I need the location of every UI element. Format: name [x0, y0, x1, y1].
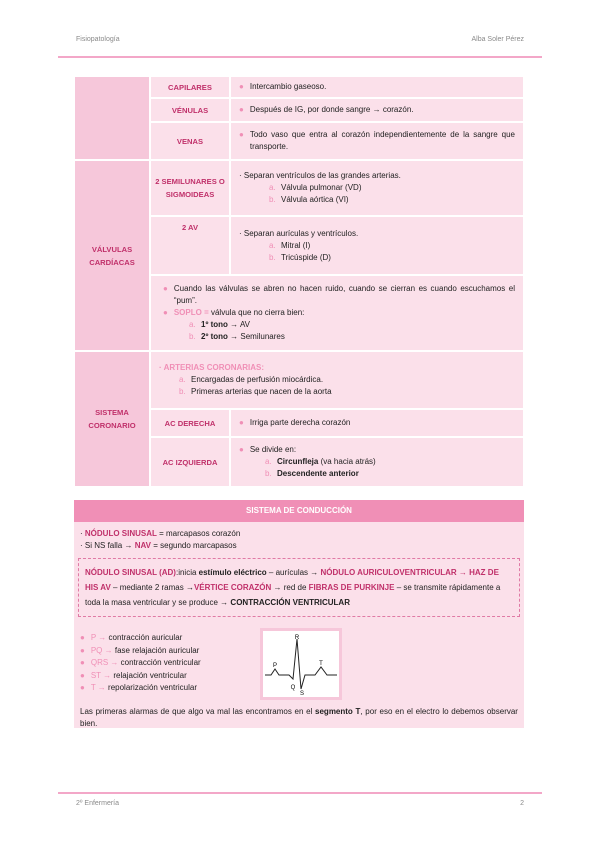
- list-item: ● P → contracción auricular: [80, 633, 183, 642]
- list-item: a. Mitral (I): [269, 240, 311, 250]
- semilunares-label: 2 SEMILUNARES O SIGMOIDEAS: [150, 160, 230, 216]
- av-label: 2 AV: [150, 216, 230, 275]
- footer-page-number: 2: [520, 800, 524, 807]
- acd-text: ● Irriga parte derecha corazón: [230, 409, 524, 437]
- venas-label: VENAS: [150, 122, 230, 160]
- list-item: b. Válvula aórtica (VI): [269, 195, 349, 204]
- valvulas-notes: ● Cuando las válvulas se abren no hacen ruido, cuando se cierran es cuando escuchamos el “pum”. ● SOPLO = válvula que no cierra bien: a. 1º tono → AV b. 2º tono → Semilunares: [150, 275, 524, 351]
- bullet-icon: ●: [163, 308, 168, 317]
- ecg-label-s: S: [299, 691, 305, 697]
- bullet-icon: ●: [239, 445, 244, 454]
- conduction-path-box: NÓDULO SINUSAL (AD):inicia estímulo eléctrico – aurículas → NÓDULO AURICULOVENTRICULAR → HAZ DE HIS AV – mediante 2 ramas →VÉRTICE CORAZÓN → red de FIBRAS DE PURKINJE – se transmite rápidamente a toda la masa ventricular y se produce → CONTRACCIÓN VENTRICULAR: [78, 558, 520, 617]
- conduccion-intro: · NÓDULO SINUSAL = marcapasos corazón · Si NS falla → NAV = segundo marcapasos: [80, 529, 241, 550]
- section-title: SISTEMA DE CONDUCCIÓN: [74, 500, 524, 522]
- venulas-text: ● Después de IG, por donde sangre → corazón.: [230, 98, 524, 122]
- bullet-icon: ●: [239, 130, 244, 139]
- footer-left: 2º Enfermería: [76, 800, 120, 807]
- list-item: ● PQ → fase relajación auricular: [80, 645, 200, 655]
- bullet-icon: ●: [163, 284, 168, 293]
- acd-label: AC DERECHA: [150, 409, 230, 437]
- semilunares-text: · Separan ventrículos de las grandes arterias. a. Válvula pulmonar (VD) b. Válvula aórtica (VI): [230, 160, 524, 216]
- aci-text: ● Se divide en: a. Circunfleja (va hacia atrás) b. Descendente anterior: [230, 437, 524, 487]
- bullet-icon: ●: [80, 670, 85, 680]
- bullet-icon: ●: [80, 633, 85, 642]
- vessels-header-cell: [74, 76, 150, 160]
- list-item: ● T → repolarización ventricular: [80, 683, 197, 692]
- bullet-icon: ●: [239, 105, 244, 114]
- conduccion-section: [74, 500, 524, 728]
- venulas-label: VÉNULAS: [150, 98, 230, 122]
- aci-label: AC IZQUIERDA: [150, 437, 230, 487]
- ecg-label-r: R: [294, 635, 300, 641]
- capilares-label: CAPILARES: [150, 76, 230, 98]
- bullet-icon: ●: [239, 418, 244, 427]
- header-left: Fisiopatología: [76, 36, 120, 43]
- ecg-label-q: Q: [290, 685, 296, 691]
- list-item: b. Descendente anterior: [265, 469, 359, 478]
- header-right: Alba Soler Pérez: [471, 36, 524, 43]
- header-rule: [58, 56, 542, 58]
- bullet-icon: ●: [80, 683, 85, 692]
- ecg-label-t: T: [319, 661, 323, 667]
- list-item: b. 2º tono → Semilunares: [189, 332, 285, 341]
- valvulas-label: VÁLVULAS CARDÍACAS: [74, 160, 150, 351]
- ecg-waves-list: [80, 632, 201, 695]
- list-item: a. Encargadas de perfusión miocárdica.: [179, 375, 324, 384]
- list-item: ● ST → relajación ventricular: [80, 670, 187, 680]
- ecg-label-p: P: [272, 663, 278, 669]
- list-item: ● QRS → contracción ventricular: [80, 658, 201, 667]
- arterias-coronarias: · ARTERIAS CORONARIAS: a. Encargadas de perfusión miocárdica. b. Primeras arterias que nacen de la aorta: [150, 351, 524, 409]
- list-item: a. Circunfleja (va hacia atrás): [265, 457, 376, 466]
- footer-rule: [58, 792, 542, 794]
- capilares-text: ● Intercambio gaseoso.: [230, 76, 524, 98]
- venas-text: ● Todo vaso que entra al corazón independientemente de la sangre que transporte.: [230, 122, 524, 160]
- bullet-icon: ●: [80, 658, 85, 667]
- ecg-trace: [263, 631, 339, 697]
- list-item: a. 1º tono → AV: [189, 320, 251, 329]
- list-item: b. Tricúspide (D): [269, 252, 331, 262]
- ecg-diagram: [260, 628, 342, 700]
- coronario-label: SISTEMA CORONARIO: [74, 351, 150, 487]
- anatomy-table: [74, 76, 524, 487]
- av-text: · Separan aurículas y ventrículos. a. Mitral (I) b. Tricúspide (D): [230, 216, 524, 275]
- bullet-icon: ●: [239, 82, 244, 91]
- list-item: b. Primeras arterias que nacen de la aorta: [179, 387, 332, 396]
- list-item: a. Válvula pulmonar (VD): [269, 183, 362, 192]
- bullet-icon: ●: [80, 645, 85, 655]
- ecg-note: Las primeras alarmas de que algo va mal las encontramos en el segmento T, por eso en el electro lo debemos observar bien.: [80, 707, 518, 728]
